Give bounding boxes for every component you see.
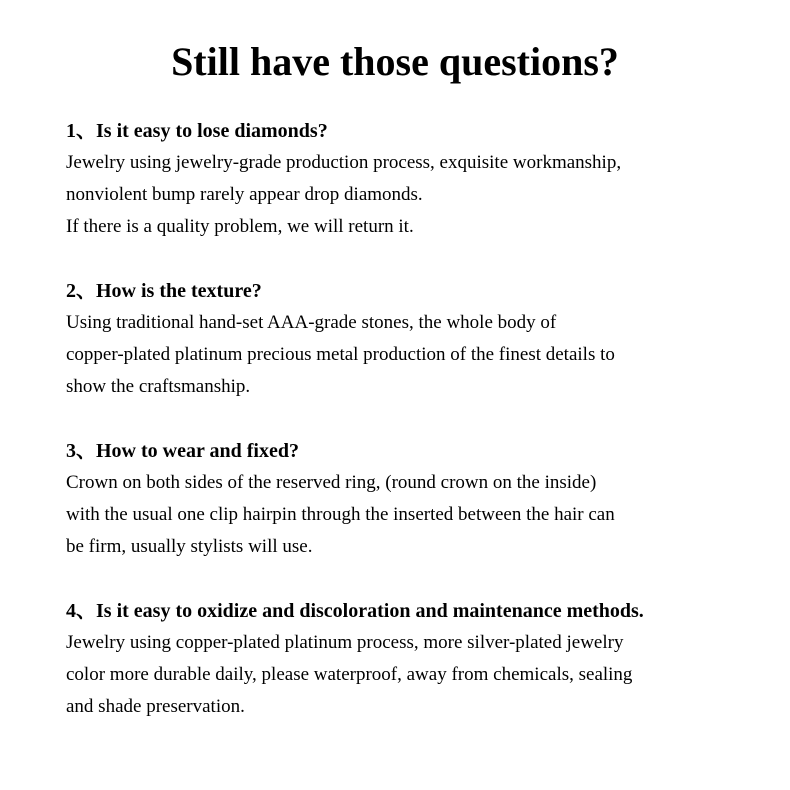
faq-separator: 、: [76, 280, 96, 302]
faq-answer-line: Using traditional hand-set AAA-grade stones, the whole body of: [66, 312, 557, 333]
faq-answer-line: Jewelry using copper-plated platinum process, more silver-plated jewelry: [66, 632, 624, 653]
faq-number: 1: [66, 120, 76, 142]
faq-question: [66, 595, 766, 627]
faq-separator: 、: [76, 600, 96, 622]
faq-answer-line: nonviolent bump rarely appear drop diamonds.: [66, 184, 423, 205]
faq-item: [66, 275, 766, 403]
faq-item: [66, 115, 766, 243]
faq-separator: 、: [76, 120, 96, 142]
faq-answer-line: If there is a quality problem, we will return it.: [66, 216, 414, 237]
faq-answer: [66, 147, 766, 243]
faq-separator: 、: [76, 440, 96, 462]
faq-question: [66, 115, 766, 147]
faq-answer-line: and shade preservation.: [66, 696, 245, 717]
faq-question-text: Is it easy to lose diamonds?: [96, 120, 328, 142]
faq-number: 4: [66, 600, 76, 622]
faq-answer: [66, 307, 766, 403]
faq-number: 2: [66, 280, 76, 302]
faq-answer-line: be firm, usually stylists will use.: [66, 536, 313, 557]
faq-question: [66, 275, 766, 307]
page-title: Still have those questions?: [171, 39, 619, 84]
faq-number: 3: [66, 440, 76, 462]
faq-question-text: How to wear and fixed?: [96, 440, 299, 462]
faq-question-text: Is it easy to oxidize and discoloration and maintenance methods.: [96, 600, 644, 622]
faq-item: [66, 595, 766, 723]
faq-question: [66, 435, 766, 467]
faq-item: [66, 435, 766, 563]
faq-answer-line: with the usual one clip hairpin through the inserted between the hair can: [66, 504, 615, 525]
faq-question-text: How is the texture?: [96, 280, 262, 302]
faq-answer-line: Jewelry using jewelry-grade production process, exquisite workmanship,: [66, 152, 622, 173]
faq-answer-line: color more durable daily, please waterproof, away from chemicals, sealing: [66, 664, 633, 685]
faq-answer-line: copper-plated platinum precious metal production of the finest details to: [66, 344, 615, 365]
faq-answer: [66, 627, 766, 723]
faq-answer-line: show the craftsmanship.: [66, 376, 251, 397]
faq-answer: [66, 467, 766, 563]
faq-answer-line: Crown on both sides of the reserved ring, (round crown on the inside): [66, 472, 597, 493]
